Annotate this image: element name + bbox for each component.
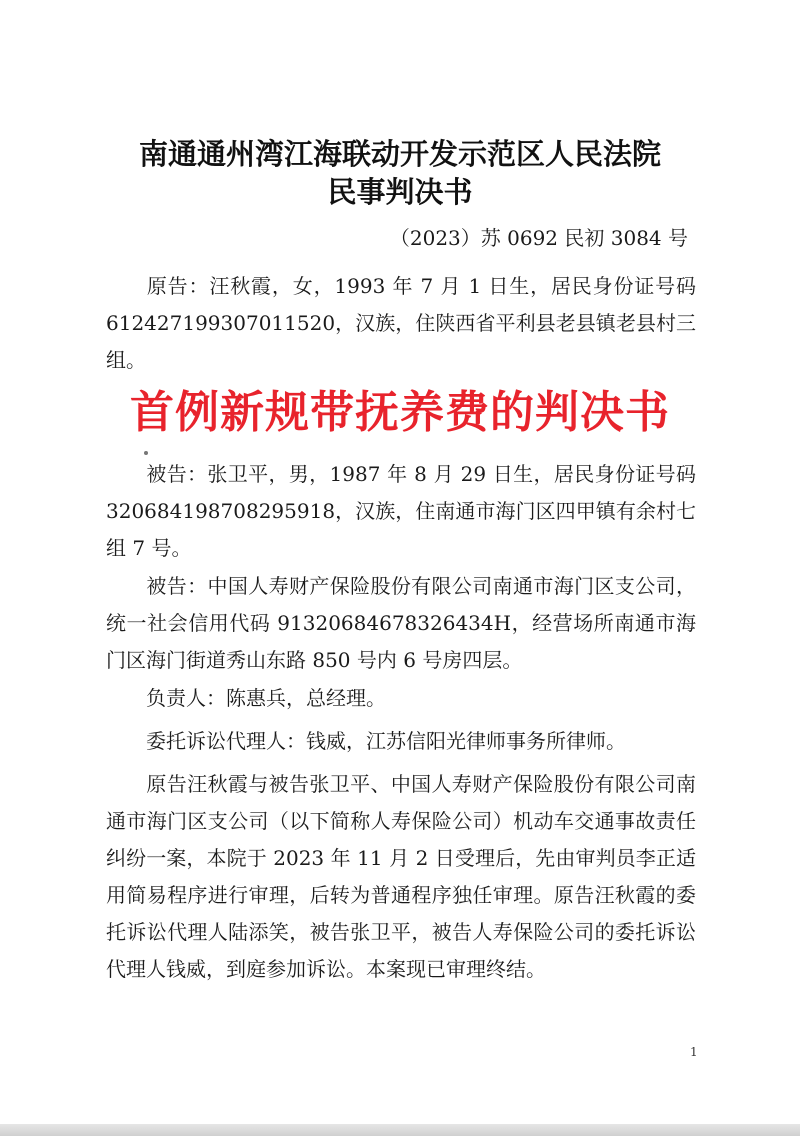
defendant1-text: 被告：张卫平，男，1987 年 8 月 29 日生，居民身份证号码 320684198708295918，汉族，住南通市海门区四甲镇有余村七组 7 号。 (106, 462, 696, 560)
document-type-title: 民事判决书 (327, 175, 473, 209)
case-summary-paragraph (106, 766, 696, 988)
court-name-title: 南通通州湾江海联动开发示范区人民法院 (138, 137, 661, 171)
agent-paragraph (106, 723, 696, 760)
plaintiff-text: 原告：汪秋霞，女，1993 年 7 月 1 日生，居民身份证号码 612427199307011520，汉族，住陕西省平利县老县镇老县村三组。 (106, 274, 696, 372)
defendant1-paragraph (106, 456, 696, 567)
responsible-paragraph (106, 680, 696, 717)
case-summary-text: 原告汪秋霞与被告张卫平、中国人寿财产保险股份有限公司南通市海门区支公司（以下简称人寿保险公司）机动车交通事故责任纠纷一案，本院于 2023 年 11 月 2 日受理后，先由审判员李正适用简易程序进行审理，后转为普通程序独任审理。原告汪秋霞的委托诉讼代理人陆添笑，被告张卫平，被告人寿保险公司的委托诉讼代理人钱威，到庭参加诉讼。本案现已审理终结。 (106, 772, 696, 981)
case-number: （2023）苏 0692 民初 3084 号 (389, 226, 688, 250)
overlay-caption: 首例新规带抚养费的判决书 (130, 387, 670, 438)
page-number: 1 (690, 1045, 698, 1059)
responsible-text: 负责人：陈惠兵，总经理。 (146, 686, 386, 710)
plaintiff-paragraph (106, 268, 696, 379)
scan-dot (144, 451, 148, 455)
agent-text: 委托诉讼代理人：钱威，江苏信阳光律师事务所律师。 (146, 729, 626, 753)
bottom-edge (0, 1124, 800, 1136)
defendant2-paragraph (106, 568, 696, 679)
defendant2-text: 被告：中国人寿财产保险股份有限公司南通市海门区支公司，统一社会信用代码 91320684678326434H，经营场所南通市海门区海门街道秀山东路 850 号内 6 号房四层。 (106, 574, 696, 672)
